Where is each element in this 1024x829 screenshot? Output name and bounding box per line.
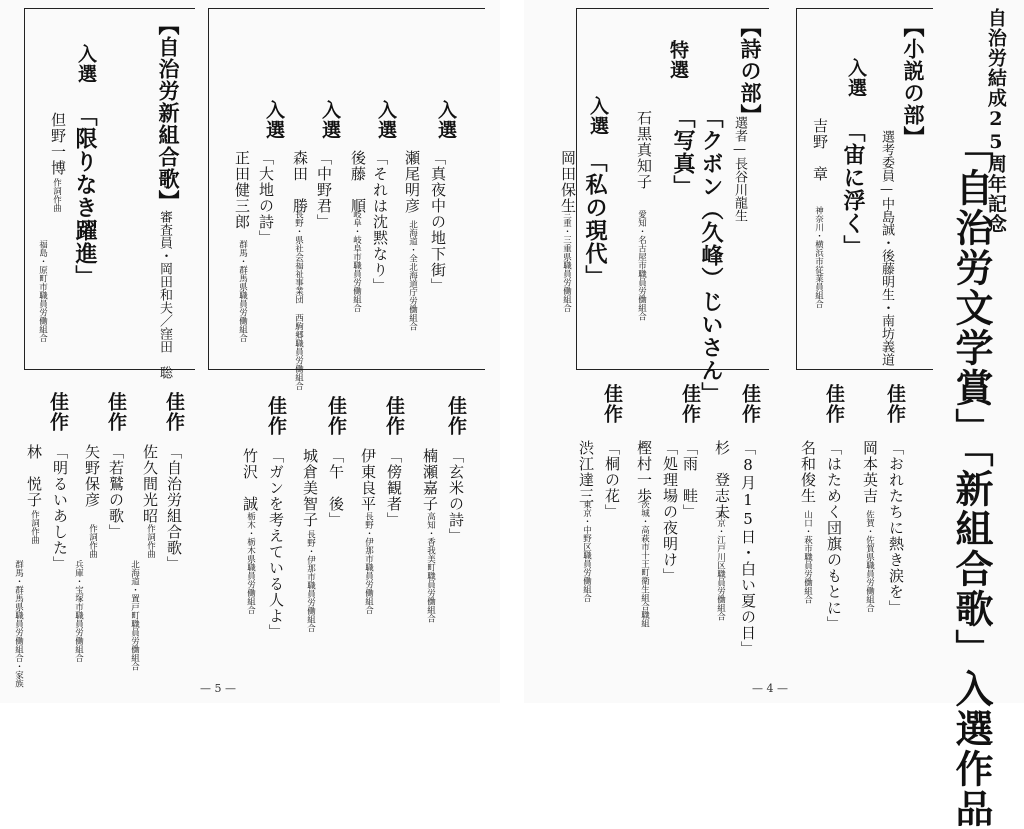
left-hm-award-4: 佳作: [265, 396, 287, 436]
right-hm-author-1: 岡本英吉: [861, 440, 879, 504]
right-hm-affiliation-2: 山口・萩市職員労働組合: [802, 510, 813, 604]
main-title: 「自治労文学賞」「新組合歌」入選作品: [949, 128, 994, 829]
left-hm-award-1: 佳作: [445, 396, 467, 436]
left-hm-role-5: 作詞作曲: [145, 524, 156, 558]
song-heading: 【自治労新組合歌】: [156, 14, 181, 212]
novel-heading: 【小説の部】: [901, 16, 926, 148]
left-hm-author-2: 伊東良平: [359, 448, 377, 512]
novel-author: 吉野 章: [811, 118, 829, 182]
right-hm-award-3: 佳作: [739, 384, 761, 424]
poetry-entry-title: 「私の現代」: [582, 150, 608, 288]
right-hm-affiliation-3: 東京・江戸川区職員労働組合: [715, 510, 726, 621]
left-hm-affiliation-2: 長野・伊那市職員労働組合: [363, 512, 374, 614]
poetry-special-affiliation: 愛知・名古屋市職員労働組合: [636, 210, 647, 321]
poetry-special-title-2: 「写真」: [670, 106, 696, 198]
right-hm-title-4b: 「処理場の夜明け」: [661, 440, 679, 584]
poetry-heading: 【詩の部】: [738, 16, 763, 126]
song-entry-author-4: 正田健三郎: [233, 150, 251, 230]
left-hm-award-3: 佳作: [325, 396, 347, 436]
novel-selectors: 選考委員—中島誠・後藤明生・南坊義道: [879, 130, 894, 366]
book-gutter: [500, 0, 524, 703]
poetry-entry-author: 岡田保生: [559, 150, 577, 214]
song-entry-title-2: 「それは沈黙なり」: [371, 150, 389, 294]
song-entry-affiliation-2: 岐阜・岐阜市職員労働組合: [351, 210, 362, 312]
novel-title: 「宙に浮く」: [840, 120, 866, 258]
song-main-title: 「限りなき躍進」: [72, 104, 98, 288]
right-hm-award-4: 佳作: [679, 384, 701, 424]
right-hm-award-5: 佳作: [601, 384, 623, 424]
left-hm-affiliation-4: 栃木・栃木県職員労働組合: [245, 512, 256, 614]
song-entry-affiliation-3: 長野・県社会福祉事業団 西駒郷職員労働組合: [293, 210, 304, 390]
song-entry-author-1: 瀬尾明彦: [403, 150, 421, 214]
right-hm-award-2: 佳作: [823, 384, 845, 424]
song-entry-title-3: 「中野君」: [315, 150, 333, 230]
song-entry-affiliation-4: 群馬・群馬県職員労働組合: [237, 240, 248, 342]
left-hm-author-3: 城倉美智子: [301, 448, 319, 528]
left-hm-author-6: 矢野保彦: [83, 444, 101, 508]
right-hm-award-1: 佳作: [884, 384, 906, 424]
poetry-special-title: 「クボン（久峰）じいさん」: [698, 106, 724, 405]
song-entry-author-3: 森田 勝: [291, 150, 309, 214]
song-main-author: 但野一博: [49, 112, 67, 176]
novel-award: 入選: [845, 58, 867, 98]
song-main-affiliation: 福島・原町市職員労働組合: [37, 240, 48, 342]
right-hm-affiliation-5: 東京・中野区職員労働組合: [581, 500, 592, 602]
anniversary-subtitle: 自治労結成25周年記念: [984, 8, 1007, 234]
song-entry-award-3: 入選: [319, 100, 341, 140]
poetry-special-author: 石黒真知子: [635, 110, 653, 190]
right-hm-title-5: 「桐の花」: [603, 440, 621, 520]
left-hm-author-1: 楠瀬嘉子: [421, 448, 439, 512]
left-hm-title-7: 「明るいあした」: [51, 444, 69, 572]
left-hm-affiliation-3: 長野・伊那市職員労働組合: [305, 530, 316, 632]
right-hm-author-2: 名和俊生: [799, 440, 817, 504]
left-hm-award-5: 佳作: [163, 392, 185, 432]
left-hm-title-4: 「ガンを考えている人よ」: [267, 448, 285, 640]
left-hm-title-1: 「玄米の詩」: [447, 448, 465, 544]
right-hm-affiliation-1: 佐賀・佐賀県職員労働組合: [864, 510, 875, 612]
left-hm-affiliation-6: 兵庫・宝塚市職員労働組合: [73, 560, 84, 662]
left-hm-author-7: 林 悦子: [25, 444, 43, 508]
poetry-entry-affiliation: 三重・三重県職員労働組合: [561, 210, 572, 312]
song-entry-author-2: 後藤 順: [349, 150, 367, 214]
left-hm-author-4: 竹沢 誠: [241, 448, 259, 512]
novel-affiliation: 神奈川・横浜市従業員組合: [813, 206, 824, 308]
song-entry-affiliation-1: 北海道・全北海道庁労働組合: [407, 220, 418, 331]
left-hm-award-6: 佳作: [105, 392, 127, 432]
right-hm-author-4: 樫村一歩: [635, 440, 653, 504]
poetry-entry-award: 入選: [587, 96, 609, 136]
left-hm-affiliation-5: 北海道・置戸町職員労働組合: [129, 560, 140, 671]
left-hm-title-3: 「午 後」: [327, 448, 345, 528]
song-main-role: 作詞作曲: [51, 178, 62, 212]
left-hm-title-2: 「傍観者」: [385, 448, 403, 528]
left-hm-award-2: 佳作: [383, 396, 405, 436]
song-entry-award-4: 入選: [263, 100, 285, 140]
right-hm-title-4: 「雨 畦」: [681, 440, 699, 520]
left-page-number: — 5 —: [200, 682, 236, 695]
left-hm-title-5: 「自治労組合歌」: [165, 444, 183, 572]
right-hm-author-3: 杉 登志夫: [713, 440, 731, 520]
right-hm-title-2: 「はためく団旗のもとに」: [825, 440, 843, 632]
song-entry-award-2: 入選: [375, 100, 397, 140]
song-entry-title-1: 「真夜中の地下街」: [429, 150, 447, 294]
right-hm-title-3: 「8月15日・白い夏の日」: [739, 440, 757, 657]
right-hm-affiliation-4: 茨城・高萩市十王町衛生組合職組: [639, 500, 650, 628]
left-hm-role-6: 作詞作曲: [87, 524, 98, 558]
left-hm-award-7: 佳作: [47, 392, 69, 432]
song-entry-title-4: 「大地の詩」: [257, 150, 275, 246]
left-hm-affiliation-7: 群馬・群馬県職員労働組合・家族: [13, 560, 24, 688]
song-entry-award-1: 入選: [435, 100, 457, 140]
left-hm-title-6: 「若鷲の歌」: [107, 444, 125, 540]
song-judges: 審査員・岡田和夫／窪田 聡: [157, 210, 172, 379]
song-main-award: 入選: [75, 44, 97, 84]
left-hm-role-7: 作詞作曲: [29, 510, 40, 544]
left-hm-affiliation-1: 高知・香我美町職員労働組合: [425, 512, 436, 623]
poetry-selectors: 選者—長谷川龍生: [732, 116, 747, 222]
left-hm-author-5: 佐久間光昭: [141, 444, 159, 524]
right-hm-author-5: 渋江達三: [577, 440, 595, 504]
poetry-special-award: 特選: [667, 40, 689, 80]
right-hm-title-1: 「おれたちに熱き涙を」: [887, 440, 905, 616]
right-page-number: — 4 —: [752, 682, 788, 695]
